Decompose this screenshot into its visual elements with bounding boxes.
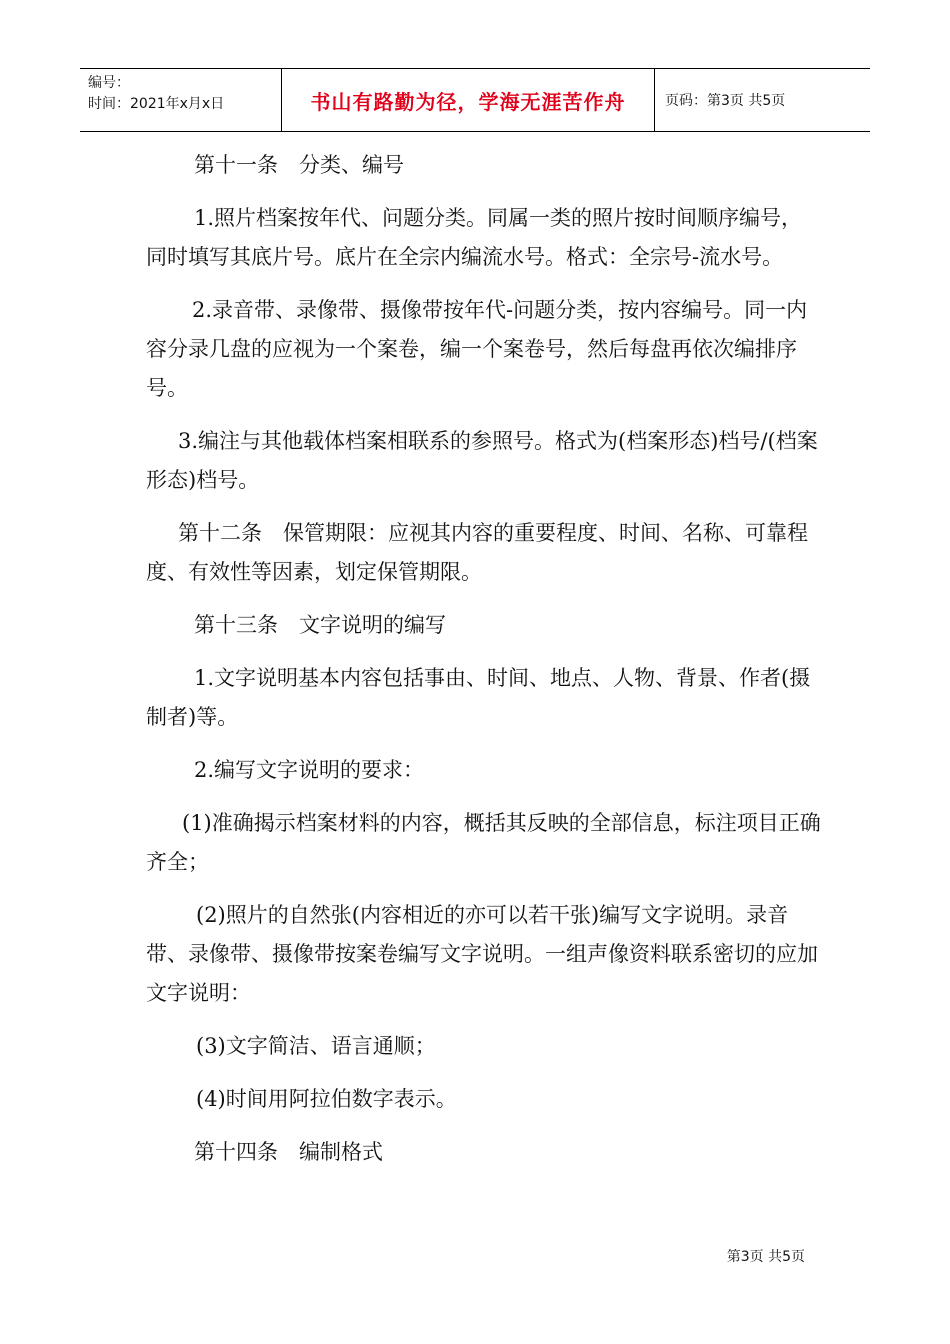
header-page-info: 页码：第3页 共5页 bbox=[665, 93, 786, 109]
paragraph-description-content: 1.文字说明基本内容包括事由、时间、地点、人物、背景、作者(摄制者)等。 bbox=[146, 666, 811, 729]
time-label: 时间：2021年x月x日 bbox=[88, 96, 225, 112]
document-body bbox=[146, 146, 822, 1172]
article-14-heading: 第十四条 编制格式 bbox=[194, 1140, 383, 1164]
paragraph-photo-classification: 1.照片档案按年代、问题分类。同属一类的照片按时间顺序编号，同时填写其底片号。底片在全宗内编流水号。格式：全宗号-流水号。 bbox=[146, 206, 803, 269]
requirement-item-1: (1)准确揭示档案材料的内容，概括其反映的全部信息，标注项目正确齐全； bbox=[146, 811, 821, 874]
requirement-item-4: (4)时间用阿拉伯数字表示。 bbox=[196, 1087, 457, 1111]
page-footer: 第3页 共5页 bbox=[726, 1249, 805, 1265]
paragraph-description-requirements: 2.编写文字说明的要求： bbox=[194, 758, 425, 782]
paragraph-tape-classification: 2.录音带、录像带、摄像带按年代-问题分类，按内容编号。同一内容分录几盘的应视为一个案卷，编一个案卷号，然后每盘再依次编排序号。 bbox=[146, 298, 808, 400]
number-label: 编号： bbox=[88, 75, 130, 91]
paragraph-reference-number: 3.编注与其他载体档案相联系的参照号。格式为(档案形态)档号/(档案形态)档号。 bbox=[146, 429, 818, 492]
article-13-heading: 第十三条 文字说明的编写 bbox=[194, 613, 446, 637]
page-header bbox=[80, 68, 870, 132]
header-motto: 书山有路勤为径，学海无涯苦作舟 bbox=[282, 69, 655, 131]
requirement-item-3: (3)文字简洁、语言通顺； bbox=[196, 1034, 436, 1058]
article-12-retention: 第十二条 保管期限：应视其内容的重要程度、时间、名称、可靠程度、有效性等因素，划定保管期限。 bbox=[146, 521, 808, 584]
header-left-cell bbox=[80, 69, 282, 131]
article-11-heading: 第十一条 分类、编号 bbox=[194, 153, 404, 177]
requirement-item-2: (2)照片的自然张(内容相近的亦可以若干张)编写文字说明。录音带、录像带、摄像带按案卷编写文字说明。一组声像资料联系密切的应加文字说明： bbox=[146, 903, 818, 1005]
